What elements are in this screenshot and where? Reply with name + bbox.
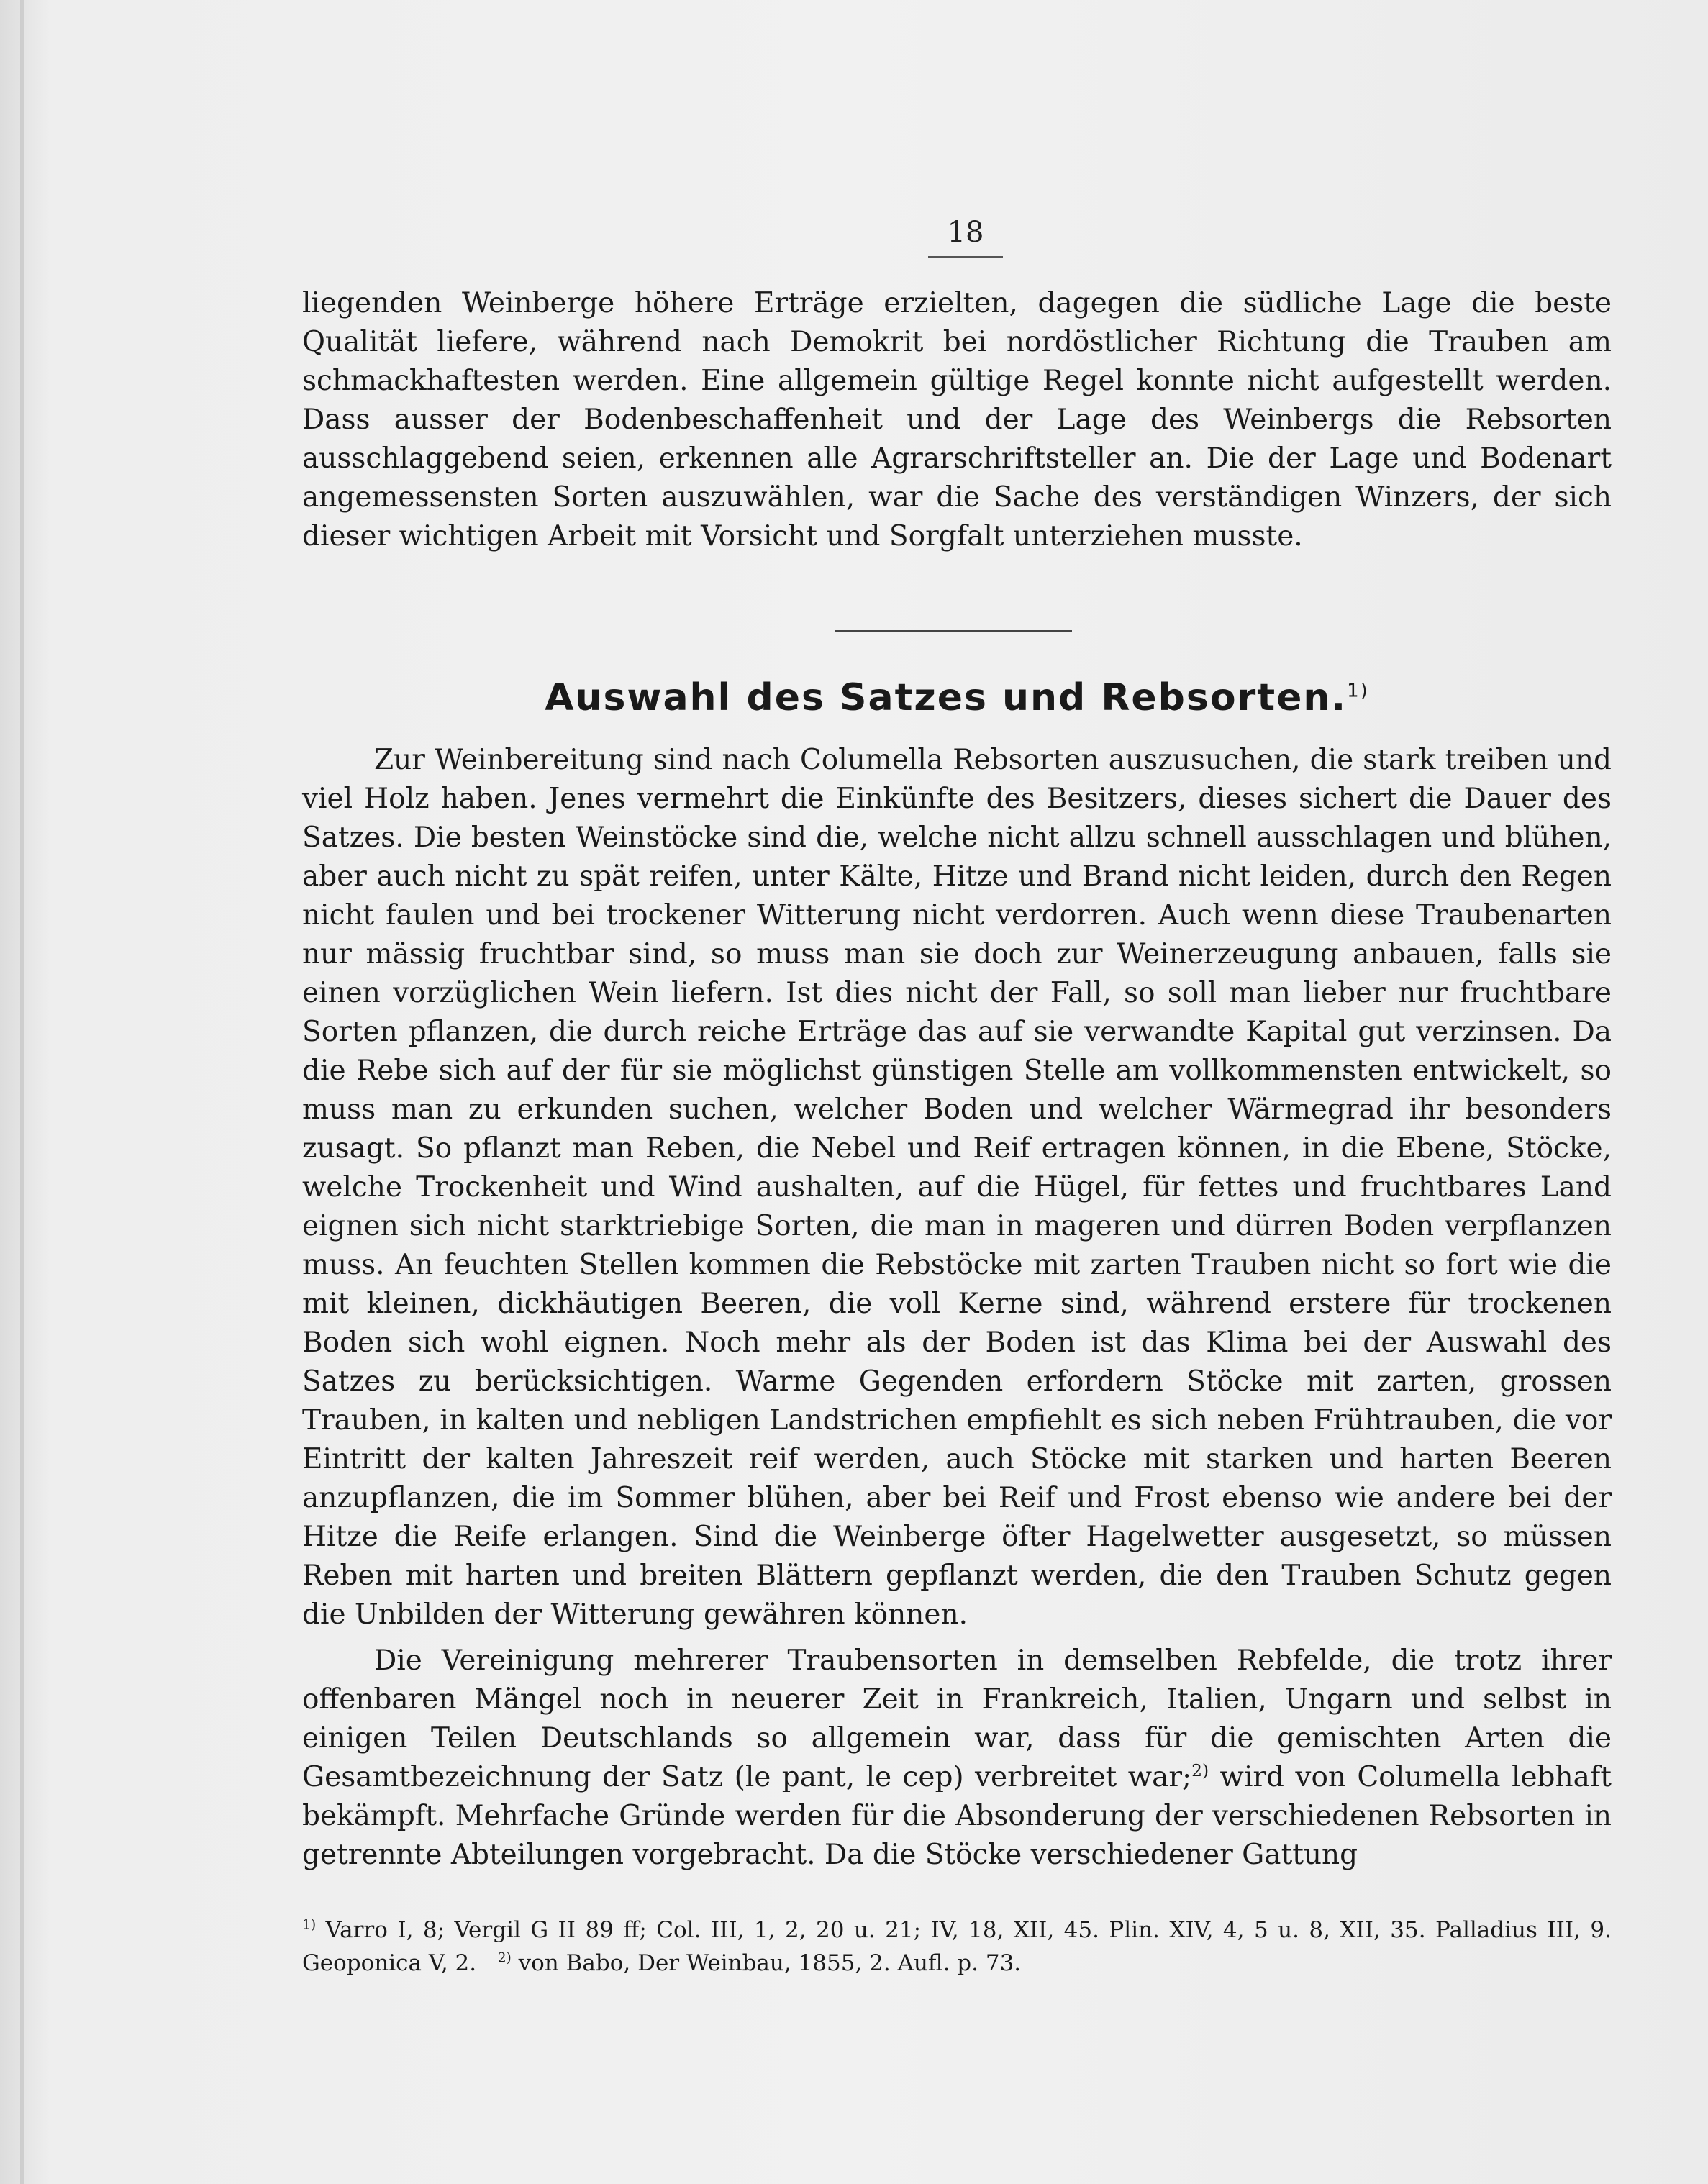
continued-paragraph — [302, 284, 1612, 556]
section-paragraph-1: Zur Weinbereitung sind nach Columella Rebsorten auszusuchen, die stark treiben und viel Holz haben. Jenes vermehrt die Einkünfte des Besitzers, dieses sichert die Dauer des Satzes. Die besten Weinstöcke sind die, welche nicht allzu schnell ausschlagen und blühen, aber auch nicht zu spät reifen, unter Kälte, Hitze und Brand nicht leiden, durch den Regen nicht faulen und bei trockener Witterung nicht verdorren. Auch wenn diese Traubenarten nur mässig fruchtbar sind, so muss man sie doch zur Weinerzeugung anbauen, falls sie einen vorzüglichen Wein liefern. Ist dies nicht der Fall, so soll man lieber nur fruchtbare Sorten pflanzen, die durch reiche Erträge das auf sie verwandte Kapital gut verzinsen. Da die Rebe sich auf der für sie möglichst günstigen Stelle am vollkommensten entwickelt, so muss man zu erkunden suchen, welcher Boden und welcher Wärmegrad ihr besonders zusagt. So pflanzt man Reben, die Nebel und Reif ertragen können, in die Ebene, Stöcke, welche Trockenheit und Wind aushalten, auf die Hügel, für fettes und fruchtbares Land eignen sich nicht starktriebige Sorten, die man in mageren und dürren Boden verpflanzen muss. An feuchten Stellen kommen die Rebstöcke mit zarten Trauben nicht so fort wie die mit kleinen, dickhäutigen Beeren, die voll Kerne sind, während erstere für trockenen Boden sich wohl eignen. Noch mehr als der Boden ist das Klima bei der Auswahl des Satzes zu berücksichtigen. Warme Gegenden erfordern Stöcke mit zarten, grossen Trauben, in kalten und nebligen Landstrichen empfiehlt es sich neben Frühtrauben, die vor Eintritt der kalten Jahreszeit reif werden, auch Stöcke mit starken und harten Beeren anzupflanzen, die im Sommer blühen, aber bei Reif und Frost ebenso wie andere bei der Hitze die Reife erlangen. Sind die Weinberge öfter Hagelwetter ausgesetzt, so müssen Reben mit harten und breiten Blättern gepflanzt werden, die den Trauben Schutz gegen die Unbilden der Witterung gewähren können. — [302, 744, 1612, 1631]
paragraph-text: liegenden Weinberge höhere Erträge erzielten, dagegen die südliche Lage die beste Qualität liefere, während nach Demokrit bei nordöstlicher Richtung die Trauben am schmackhaftesten werden. Eine allgemein gültige Regel konnte nicht aufgestellt werden. Dass ausser der Bodenbeschaffenheit und der Lage des Weinbergs die Rebsorten ausschlaggebend seien, erkennen alle Agrarschriftsteller an. Die der Lage und Bodenart angemessensten Sorten auszuwählen, war die Sache des verständigen Winzers, der sich dieser wichtigen Arbeit mit Vorsicht und Sorgfalt unterziehen musste. — [302, 287, 1612, 552]
paragraph-2-text-b: wird von Columella lebhaft bekämpft. Mehrfache Gründe werden für die Absonderung der verschiedenen Rebsorten in getrennte Abteilungen vorgebracht. Da die Stöcke verschiedener Gattung — [302, 1761, 1612, 1871]
section-heading-text: Auswahl des Satzes und Rebsorten. — [545, 676, 1348, 719]
page-number-rule — [928, 256, 1003, 258]
footnote-1-marker: 1) — [302, 1917, 317, 1933]
heading-footnote-marker: 1) — [1347, 680, 1369, 702]
footnotes — [302, 1914, 1612, 1980]
footnote-1-text: Varro I, 8; Vergil G II 89 ff; Col. III, 1, 2, 20 u. 21; IV, 18, XII, 45. Plin. XIV, 4, 5 u. 8, XII, 35. Palladius III, 9. Geoponica V, 2. — [302, 1917, 1612, 1976]
footnote-line — [302, 1914, 1612, 1980]
page-gutter-shadow — [20, 0, 24, 2184]
section-paragraph-2 — [302, 1642, 1612, 1875]
page-number: 18 — [947, 216, 984, 249]
footnote-marker-2: 2) — [1191, 1760, 1209, 1780]
section-divider — [835, 630, 1072, 632]
section-body — [302, 741, 1612, 1875]
footnote-2-text: von Babo, Der Weinbau, 1855, 2. Aufl. p. 73. — [511, 1950, 1022, 1976]
footnote-2-marker: 2) — [497, 1950, 512, 1966]
paragraph-2-text-a: Die Vereinigung mehrerer Traubensorten in demselben Rebfelde, die trotz ihrer offenbaren Mängel noch in neuerer Zeit in Frankreich, Italien, Ungarn und selbst in einigen Teilen Deutschlands so allgemein war, dass für die gemischten Arten die Gesamtbezeichnung der Satz (le pant, le cep) verbreitet war; — [302, 1644, 1612, 1793]
section-heading — [302, 676, 1612, 719]
